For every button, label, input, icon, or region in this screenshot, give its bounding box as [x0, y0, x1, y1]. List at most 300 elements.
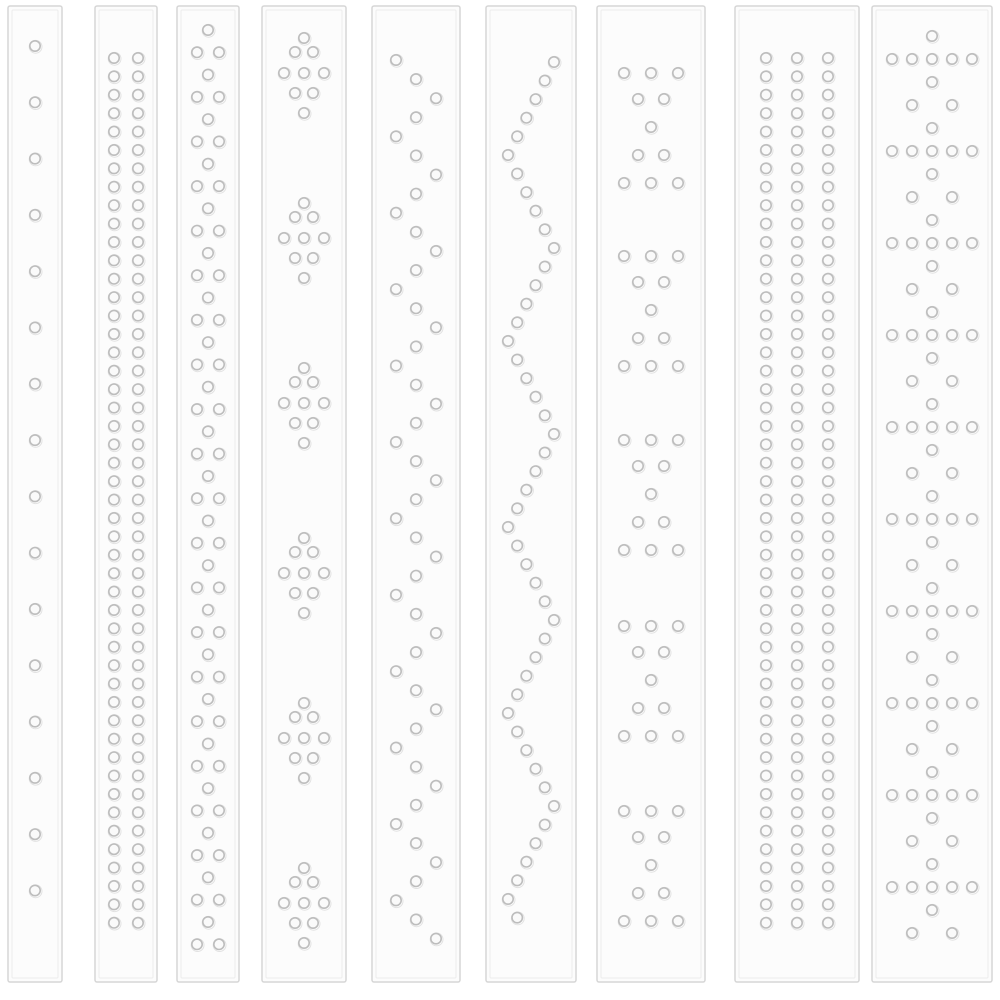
hole [927, 238, 937, 248]
hole [907, 560, 917, 570]
hole [290, 212, 300, 222]
hole [192, 136, 202, 146]
hole [30, 885, 40, 895]
hole [192, 92, 202, 102]
hole [203, 25, 213, 35]
hole [907, 606, 917, 616]
hole [927, 790, 937, 800]
hole [619, 435, 629, 445]
hole [792, 531, 802, 541]
hole [823, 126, 833, 136]
hole [540, 261, 550, 271]
hole [792, 71, 802, 81]
hole [761, 844, 771, 854]
hole [308, 47, 318, 57]
hole [947, 560, 957, 570]
hole [659, 150, 669, 160]
hole [299, 33, 309, 43]
hole [646, 489, 656, 499]
hole [761, 660, 771, 670]
hole [133, 53, 143, 63]
hole [133, 899, 143, 909]
hole [792, 789, 802, 799]
hole [391, 55, 401, 65]
hole [792, 402, 802, 412]
hole [192, 805, 202, 815]
hole [214, 582, 224, 592]
hole [792, 329, 802, 339]
hole [133, 807, 143, 817]
hole [391, 513, 401, 523]
hole [192, 895, 202, 905]
hole [927, 261, 937, 271]
hole [133, 90, 143, 100]
hole [133, 310, 143, 320]
hole [659, 333, 669, 343]
hole [30, 773, 40, 783]
hole [30, 41, 40, 51]
hole [673, 178, 683, 188]
hole [521, 671, 531, 681]
hole [761, 826, 771, 836]
hole [30, 660, 40, 670]
hole [30, 491, 40, 501]
hole [133, 402, 143, 412]
hole [133, 494, 143, 504]
hole [503, 336, 513, 346]
hole [927, 813, 937, 823]
hole [133, 218, 143, 228]
hole [549, 615, 559, 625]
hole [109, 274, 119, 284]
hole [823, 310, 833, 320]
hole [619, 361, 629, 371]
hole [761, 182, 771, 192]
hole [927, 537, 937, 547]
hole [521, 857, 531, 867]
hole [792, 292, 802, 302]
hole [967, 146, 977, 156]
hole [907, 54, 917, 64]
hole [633, 461, 643, 471]
hole [792, 642, 802, 652]
hole [947, 836, 957, 846]
hole [823, 660, 833, 670]
hole [431, 93, 441, 103]
hole [619, 178, 629, 188]
hole [549, 429, 559, 439]
hole [659, 277, 669, 287]
hole [633, 94, 643, 104]
hole [927, 721, 937, 731]
hole [659, 832, 669, 842]
hole [530, 838, 540, 848]
plastic-strip [735, 6, 859, 982]
plastic-strip [177, 6, 239, 982]
hole [109, 329, 119, 339]
hole [659, 888, 669, 898]
hole [521, 187, 531, 197]
hole [927, 514, 937, 524]
hole [823, 568, 833, 578]
hole [290, 877, 300, 887]
hole [947, 468, 957, 478]
hole [761, 715, 771, 725]
hole [792, 734, 802, 744]
hole [761, 421, 771, 431]
hole [927, 583, 937, 593]
hole [792, 126, 802, 136]
hole [907, 100, 917, 110]
hole [133, 274, 143, 284]
hole [214, 47, 224, 57]
hole [761, 384, 771, 394]
hole [761, 237, 771, 247]
strip-body [95, 6, 157, 982]
hole [619, 731, 629, 741]
hole [411, 685, 421, 695]
hole [109, 458, 119, 468]
hole [619, 916, 629, 926]
hole [308, 753, 318, 763]
hole [967, 54, 977, 64]
hole [109, 697, 119, 707]
hole [646, 675, 656, 685]
hole [133, 237, 143, 247]
hole [308, 88, 318, 98]
hole [673, 251, 683, 261]
hole [133, 126, 143, 136]
plastic-strip [8, 6, 62, 982]
hole [411, 303, 421, 313]
hole [823, 734, 833, 744]
hole [109, 366, 119, 376]
hole [967, 698, 977, 708]
hole [521, 559, 531, 569]
hole [540, 596, 550, 606]
hole [308, 212, 318, 222]
hole [792, 255, 802, 265]
hole [279, 898, 289, 908]
hole [646, 860, 656, 870]
hole [299, 698, 309, 708]
hole [192, 359, 202, 369]
hole [319, 733, 329, 743]
hole [192, 761, 202, 771]
hole [761, 531, 771, 541]
hole [633, 703, 643, 713]
hole [823, 421, 833, 431]
hole [646, 621, 656, 631]
hole [192, 226, 202, 236]
hole [30, 829, 40, 839]
hole [133, 826, 143, 836]
hole [887, 146, 897, 156]
hole [290, 918, 300, 928]
hole [290, 712, 300, 722]
hole [761, 90, 771, 100]
hole [540, 633, 550, 643]
hole [133, 347, 143, 357]
hole [761, 145, 771, 155]
hole [431, 628, 441, 638]
hole [279, 733, 289, 743]
hole [308, 712, 318, 722]
hole [761, 402, 771, 412]
hole [646, 806, 656, 816]
hole [299, 773, 309, 783]
hole [290, 547, 300, 557]
hole [761, 439, 771, 449]
hole [308, 547, 318, 557]
hole [214, 761, 224, 771]
hole [927, 399, 937, 409]
hole [823, 145, 833, 155]
hole [646, 435, 656, 445]
hole [512, 354, 522, 364]
hole [319, 568, 329, 578]
hole [133, 292, 143, 302]
hole [530, 466, 540, 476]
hole [214, 92, 224, 102]
hole [299, 568, 309, 578]
hole [792, 458, 802, 468]
hole [411, 876, 421, 886]
hole [299, 438, 309, 448]
hole [540, 447, 550, 457]
hole [279, 568, 289, 578]
hole [967, 882, 977, 892]
hole [411, 380, 421, 390]
hole [823, 531, 833, 541]
hole [299, 233, 309, 243]
hole [530, 652, 540, 662]
hole [887, 606, 897, 616]
hole [133, 384, 143, 394]
hole [109, 531, 119, 541]
hole [673, 361, 683, 371]
hole [927, 77, 937, 87]
hole [761, 734, 771, 744]
hole [203, 159, 213, 169]
hole [109, 108, 119, 118]
hole [411, 571, 421, 581]
hole [927, 330, 937, 340]
hole [619, 621, 629, 631]
hole [907, 744, 917, 754]
hole [109, 586, 119, 596]
hole [530, 280, 540, 290]
hole [823, 826, 833, 836]
hole [792, 678, 802, 688]
hole [109, 476, 119, 486]
hole [947, 422, 957, 432]
hole [823, 678, 833, 688]
hole [133, 623, 143, 633]
hole [927, 422, 937, 432]
hole [673, 68, 683, 78]
hole [512, 168, 522, 178]
hole [792, 182, 802, 192]
hole [192, 315, 202, 325]
hole [290, 418, 300, 428]
hole [947, 284, 957, 294]
strips-group [8, 6, 992, 982]
hole [907, 284, 917, 294]
hole [299, 863, 309, 873]
hole [203, 605, 213, 615]
hole [947, 790, 957, 800]
hole [792, 53, 802, 63]
hole [530, 764, 540, 774]
hole [823, 200, 833, 210]
hole [823, 439, 833, 449]
hole [109, 384, 119, 394]
hole [109, 494, 119, 504]
plastic-strip [872, 6, 992, 982]
hole [299, 533, 309, 543]
hole [279, 233, 289, 243]
hole [192, 270, 202, 280]
hole [761, 642, 771, 652]
hole [431, 704, 441, 714]
hole [792, 697, 802, 707]
hole [203, 471, 213, 481]
hole [530, 578, 540, 588]
hole [646, 68, 656, 78]
hole [30, 435, 40, 445]
hole [203, 69, 213, 79]
hole [431, 169, 441, 179]
hole [214, 359, 224, 369]
hole [761, 494, 771, 504]
hole [619, 251, 629, 261]
hole [792, 844, 802, 854]
hole [512, 131, 522, 141]
hole [109, 770, 119, 780]
hole [214, 226, 224, 236]
hole [530, 206, 540, 216]
hole [823, 90, 833, 100]
hole [887, 422, 897, 432]
hole [761, 770, 771, 780]
hole [761, 53, 771, 63]
hole [299, 938, 309, 948]
hole [203, 872, 213, 882]
hole [133, 366, 143, 376]
hole [927, 606, 937, 616]
hole [646, 731, 656, 741]
hole [792, 90, 802, 100]
hole [947, 928, 957, 938]
hole [823, 789, 833, 799]
hole [133, 531, 143, 541]
hole [109, 292, 119, 302]
hole [659, 517, 669, 527]
hole [214, 850, 224, 860]
hole [927, 54, 937, 64]
hole [927, 445, 937, 455]
hole [823, 274, 833, 284]
hole [823, 347, 833, 357]
hole [673, 435, 683, 445]
hole [290, 753, 300, 763]
hole [761, 310, 771, 320]
hole [30, 210, 40, 220]
hole [761, 329, 771, 339]
hole [792, 384, 802, 394]
hole [947, 882, 957, 892]
hole [203, 515, 213, 525]
hole [133, 678, 143, 688]
hole [109, 734, 119, 744]
hole [761, 789, 771, 799]
hole [792, 218, 802, 228]
hole [411, 112, 421, 122]
strip-body [262, 6, 346, 982]
hole [290, 88, 300, 98]
hole [947, 238, 957, 248]
hole [290, 47, 300, 57]
hole [203, 382, 213, 392]
hole [109, 513, 119, 523]
hole [947, 606, 957, 616]
hole [133, 770, 143, 780]
hole [109, 71, 119, 81]
hole [133, 862, 143, 872]
hole [214, 939, 224, 949]
hole [646, 916, 656, 926]
hole [290, 377, 300, 387]
hole [299, 273, 309, 283]
hole [192, 449, 202, 459]
hole [133, 642, 143, 652]
hole [30, 153, 40, 163]
hole [823, 807, 833, 817]
hole [521, 113, 531, 123]
hole [549, 243, 559, 253]
hole [133, 476, 143, 486]
hole [411, 265, 421, 275]
hole [530, 392, 540, 402]
hole [659, 461, 669, 471]
hole [391, 437, 401, 447]
hole [540, 819, 550, 829]
hole [792, 347, 802, 357]
hole [907, 514, 917, 524]
hole [109, 862, 119, 872]
hole [823, 237, 833, 247]
hole [109, 347, 119, 357]
hole [792, 623, 802, 633]
hole [308, 877, 318, 887]
hole [30, 716, 40, 726]
hole [411, 150, 421, 160]
hole [907, 468, 917, 478]
hole [761, 163, 771, 173]
hole [411, 762, 421, 772]
hole [214, 538, 224, 548]
strip-body [486, 6, 576, 982]
hole [411, 800, 421, 810]
hole [887, 790, 897, 800]
hole [133, 200, 143, 210]
hole [411, 609, 421, 619]
hole [391, 284, 401, 294]
hole [947, 376, 957, 386]
hole [133, 660, 143, 670]
hole [431, 857, 441, 867]
